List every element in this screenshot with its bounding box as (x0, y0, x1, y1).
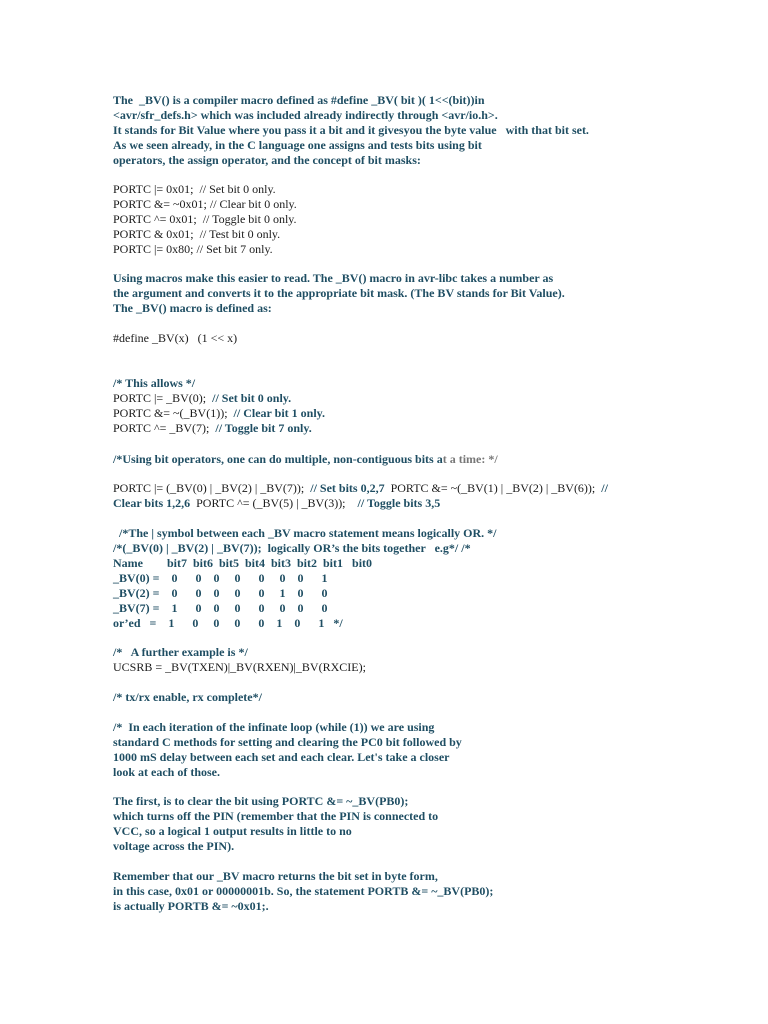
allows-code-2: PORTC &= ~(_BV(1)); (113, 406, 234, 420)
first-line-1: The first, is to clear the bit using PORTC &= ~_BV(PB0); (113, 794, 409, 808)
allows-code-1: PORTC |= _BV(0); (113, 391, 213, 405)
multi-bits-bold: /*Using bit operators, one can do multiple, non-contiguous bits a (113, 452, 443, 466)
allows-comment-3: // Toggle bit 7 only. (215, 421, 312, 435)
combo-line-1 (113, 481, 608, 496)
combo-comment-1: // Set bits 0,2,7 (310, 481, 391, 495)
combo-comment-2a: // (601, 481, 608, 495)
or-table-row-bv0: _BV(0) = 0 0 0 0 0 0 0 1 (113, 571, 328, 585)
remember-line-3: is actually PORTB &= ~0x01;. (113, 899, 269, 913)
combo-code-3: PORTC ^= (_BV(5) | _BV(3)); (196, 496, 352, 510)
or-table-row-ored: or’ed = 1 0 0 0 0 1 0 1 */ (113, 616, 343, 630)
code-clear-bit-0: PORTC &= ~0x01; // Clear bit 0 only. (113, 197, 297, 211)
code-test-bit-0: PORTC & 0x01; // Test bit 0 only. (113, 227, 281, 241)
macro-line-1: Using macros make this easier to read. The _BV() macro in avr-libc takes a number as (113, 271, 554, 285)
intro-line-4: As we seen already, in the C language one assigns and tests bits using bit (113, 138, 482, 152)
allows-comment-1: // Set bit 0 only. (212, 391, 292, 405)
loop-line-2: standard C methods for setting and clearing the PC0 bit followed by (113, 735, 462, 749)
allows-line-1 (113, 391, 291, 406)
combo-comment-3: // Toggle bits 3,5 (351, 496, 441, 510)
code-set-bit-0: PORTC |= 0x01; // Set bit 0 only. (113, 182, 276, 196)
intro-line-5: operators, the assign operator, and the concept of bit masks: (113, 153, 421, 167)
further-comment: /* A further example is */ (113, 645, 248, 659)
code-toggle-bit-0: PORTC ^= 0x01; // Toggle bit 0 only. (113, 212, 297, 226)
allows-code-3: PORTC ^= _BV(7); (113, 421, 216, 435)
loop-line-3: 1000 mS delay between each set and each clear. Let's take a closer (113, 750, 450, 764)
or-table-row-bv2: _BV(2) = 0 0 0 0 0 1 0 0 (113, 586, 328, 600)
define-macro-line: #define _BV(x) (1 << x) (113, 331, 238, 345)
combo-code-2: PORTC &= ~(_BV(1) | _BV(2) | _BV(6)); (390, 481, 602, 495)
allows-comment: /* This allows */ (113, 376, 196, 390)
macro-line-3: The _BV() macro is defined as: (113, 301, 272, 315)
allows-comment-2: // Clear bit 1 only. (233, 406, 325, 420)
first-line-2: which turns off the PIN (remember that the PIN is connected to (113, 809, 439, 823)
intro-line-2: <avr/sfr_defs.h> which was included already indirectly through <avr/io.h>. (113, 108, 498, 122)
txrx-comment: /* tx/rx enable, rx complete*/ (113, 690, 262, 704)
combo-code-1: PORTC |= (_BV(0) | _BV(2) | _BV(7)); (113, 481, 311, 495)
further-code: UCSRB = _BV(TXEN)|_BV(RXEN)|_BV(RXCIE); (113, 660, 366, 674)
remember-line-1: Remember that our _BV macro returns the bit set in byte form, (113, 869, 438, 883)
macro-line-2: the argument and converts it to the appropriate bit mask. (The BV stands for Bit Value). (113, 286, 565, 300)
or-table-row-bv7: _BV(7) = 1 0 0 0 0 0 0 0 (113, 601, 328, 615)
or-comment-1: /*The | symbol between each _BV macro statement means logically OR. */ (113, 526, 497, 540)
or-table-header: Name bit7 bit6 bit5 bit4 bit3 bit2 bit1 bit0 (113, 556, 373, 570)
combo-line-2 (113, 496, 440, 511)
loop-line-4: look at each of those. (113, 765, 220, 779)
intro-line-3: It stands for Bit Value where you pass it a bit and it givesyou the byte value with that bit set. (113, 123, 589, 137)
first-line-3: VCC, so a logical 1 output results in little to no (113, 824, 352, 838)
loop-line-1: /* In each iteration of the infinate loop (while (1)) we are using (113, 720, 435, 734)
code-set-bit-7: PORTC |= 0x80; // Set bit 7 only. (113, 242, 273, 256)
intro-line-1: The _BV() is a compiler macro defined as #define _BV( bit )( 1<<(bit))in (113, 93, 485, 107)
combo-comment-2b: Clear bits 1,2,6 (113, 496, 197, 510)
multi-bits-comment (113, 452, 498, 467)
remember-line-2: in this case, 0x01 or 00000001b. So, the statement PORTB &= ~_BV(PB0); (113, 884, 494, 898)
or-comment-2: /*(_BV(0) | _BV(2) | _BV(7)); logically OR’s the bits together e.g*/ /* (113, 541, 471, 555)
allows-line-2 (113, 406, 325, 421)
allows-line-3 (113, 421, 312, 436)
multi-bits-faded: t a time: */ (442, 452, 498, 466)
first-line-4: voltage across the PIN). (113, 839, 235, 853)
